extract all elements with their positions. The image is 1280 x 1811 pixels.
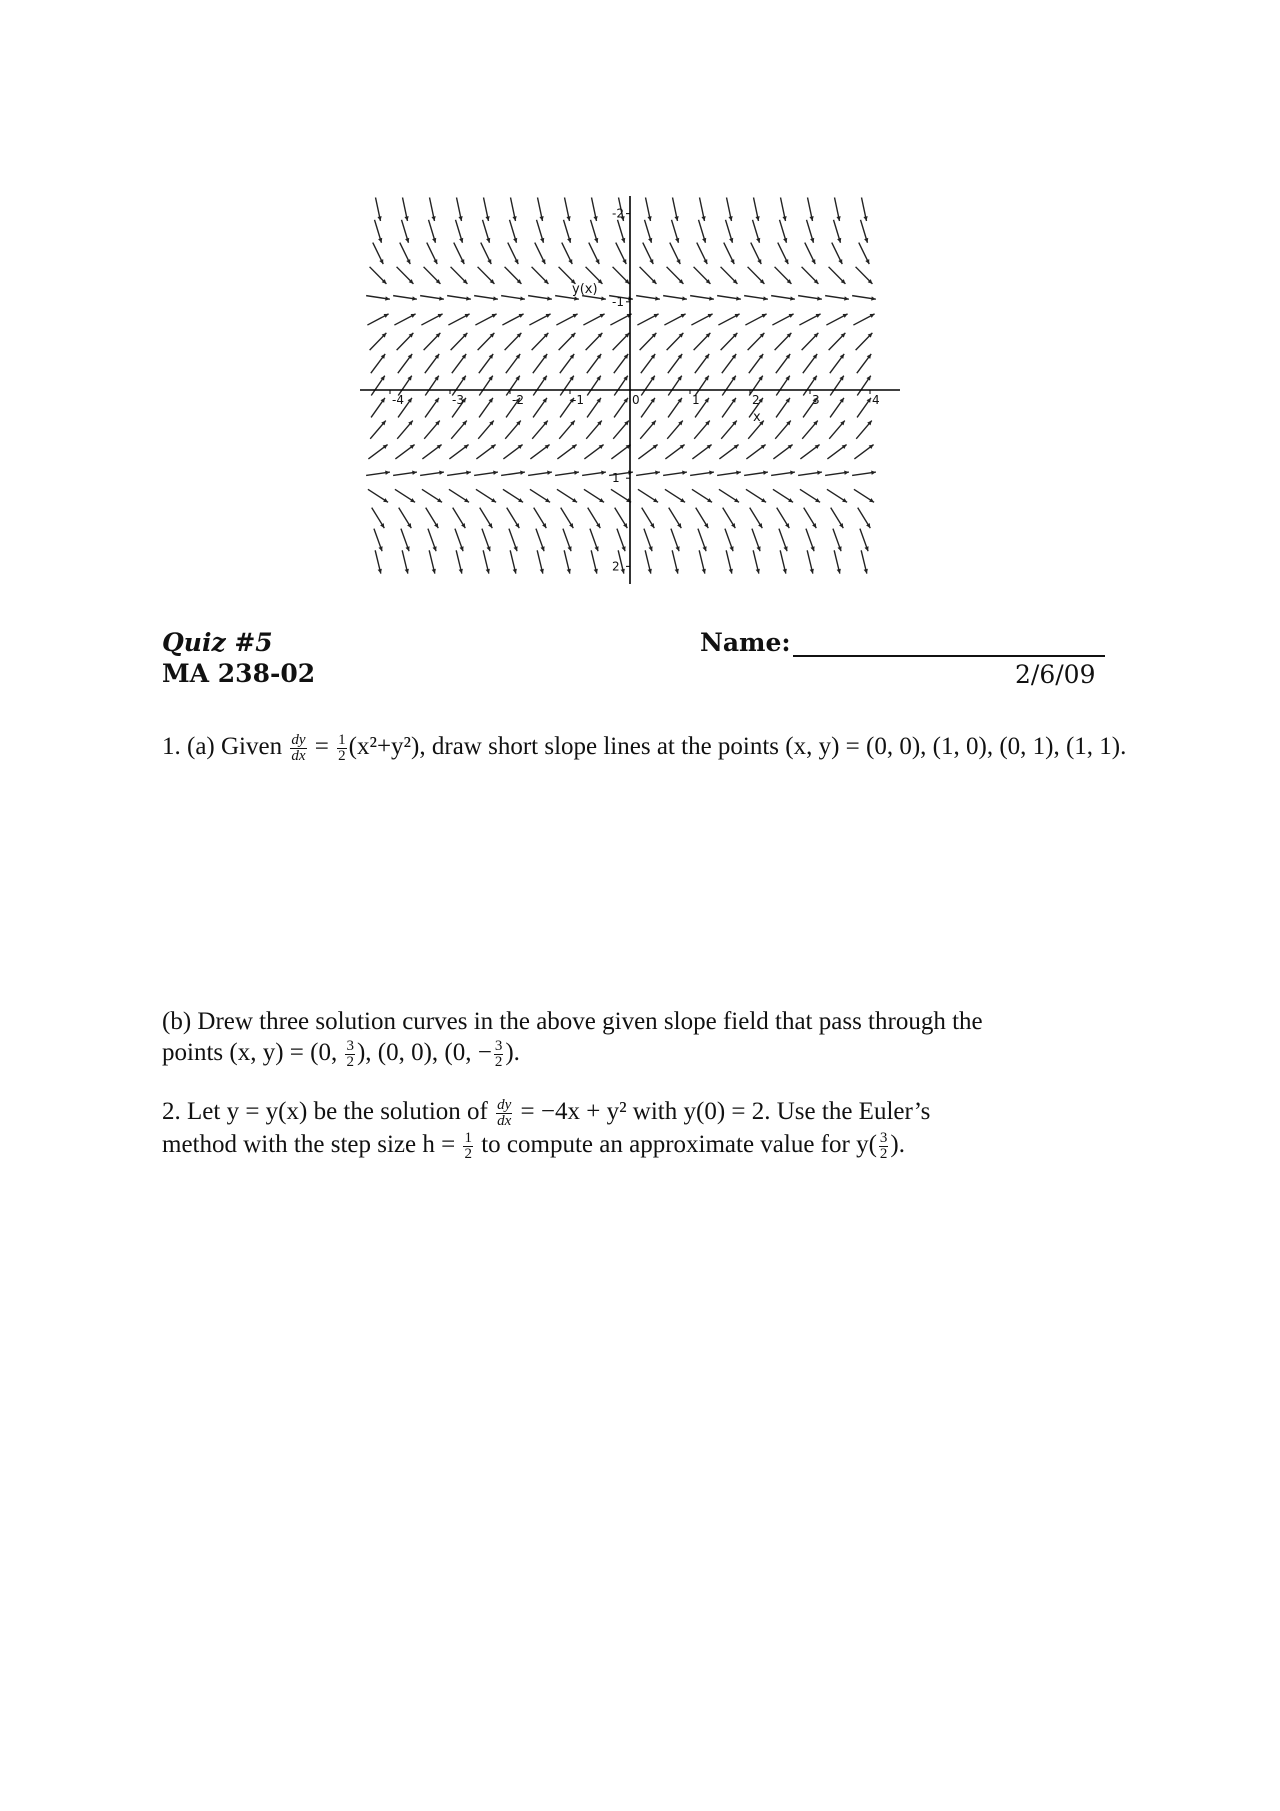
question-2 <box>162 1096 930 1162</box>
x-tick-label: 0 <box>632 393 640 407</box>
slope-arrowhead <box>648 546 652 551</box>
q1a-prefix: 1. (a) Given <box>162 733 283 760</box>
q1b-frac-2-den: 2 <box>494 1053 503 1070</box>
q2-eval-den: 2 <box>879 1145 888 1162</box>
course-code: MA 238-02 <box>162 659 316 688</box>
slope-arrowhead <box>540 546 544 551</box>
q1a-rhs: (x²+y²), draw short slope lines at the points (x, y) = (0, 0), (1, 0), (0, 1), (1, 1). <box>348 733 1127 760</box>
q1b-frac-2 <box>494 1039 504 1070</box>
y-tick-label: 1 <box>612 471 620 486</box>
q1b-frac-1-num: 3 <box>346 1037 354 1054</box>
x-tick-label: 1 <box>692 393 700 407</box>
x-tick-label: 3 <box>812 393 820 407</box>
q1a-equals: = <box>314 733 329 760</box>
q2-line1 <box>162 1096 930 1129</box>
q1b-line2-mid: ), (0, 0), (0, − <box>356 1039 492 1066</box>
quiz-title: Quiz #5 <box>162 628 273 657</box>
q1a-half-den: 2 <box>338 747 346 764</box>
slope-arrowhead <box>864 546 868 551</box>
q1a-dx: dx <box>291 747 306 764</box>
slope-arrowhead <box>702 546 706 551</box>
q2-line2-prefix: method with the step size h = <box>162 1130 456 1158</box>
q1b-line2 <box>162 1037 983 1070</box>
q1a-half <box>337 733 347 764</box>
quiz-date: 2/6/09 <box>1015 660 1096 689</box>
q2-step-frac <box>463 1131 473 1162</box>
name-blank-line[interactable] <box>793 631 1105 657</box>
q2-step-num: 1 <box>464 1129 472 1146</box>
slope-arrowhead <box>486 546 490 551</box>
question-1b <box>162 1006 983 1070</box>
slope-arrowhead <box>378 546 382 551</box>
q1a-derivative <box>290 733 306 764</box>
x-tick-label: -1 <box>572 393 584 407</box>
q2-eval-frac <box>879 1131 889 1162</box>
q2-derivative <box>496 1098 512 1129</box>
q1b-frac-2-num: 3 <box>494 1037 503 1054</box>
q1b-frac-1 <box>345 1039 355 1070</box>
y-axis-label: y(x) <box>572 282 598 297</box>
y-tick-label: -2 <box>612 206 624 221</box>
q2-eval-num: 3 <box>879 1129 888 1146</box>
slope-field-plot <box>360 196 900 584</box>
slope-arrowhead <box>594 546 598 551</box>
q1b-line1: (b) Drew three solution curves in the above given slope field that pass through the <box>162 1008 983 1035</box>
x-tick-label: -3 <box>452 393 464 407</box>
q1b-line2-end: ). <box>505 1039 520 1066</box>
q2-line1-prefix: 2. Let y = y(x) be the solution of <box>162 1098 488 1125</box>
slope-arrowhead <box>432 546 436 551</box>
q1a-half-num: 1 <box>338 731 346 748</box>
question-1a <box>162 731 1126 764</box>
slope-arrowhead <box>621 546 625 551</box>
q2-line2-mid: to compute an approximate value for y( <box>481 1130 877 1158</box>
slope-arrowhead <box>405 546 409 551</box>
y-tick-label: -1 <box>612 294 624 309</box>
slope-arrowhead <box>810 546 814 551</box>
slope-arrowhead <box>783 546 787 551</box>
x-tick-label: 4 <box>872 393 880 407</box>
slope-arrowhead <box>756 546 760 551</box>
slope-arrowhead <box>459 546 463 551</box>
slope-arrowhead <box>675 546 679 551</box>
slope-arrowhead <box>729 546 733 551</box>
q2-line1-rest: = −4x + y² with y(0) = 2. Use the Euler’s <box>520 1098 931 1125</box>
slope-arrowhead <box>567 546 571 551</box>
x-tick-label: -4 <box>392 393 404 407</box>
q2-line2-end: ). <box>890 1130 905 1158</box>
q1b-line2-prefix: points (x, y) = (0, <box>162 1039 338 1066</box>
slope-arrowhead <box>837 546 841 551</box>
y-tick-label: 2 <box>612 559 620 574</box>
name-label: Name: <box>700 628 791 657</box>
x-tick-label: -2 <box>512 393 524 407</box>
q1a-dy: dy <box>291 731 306 748</box>
q2-dy: dy <box>497 1096 512 1113</box>
name-field <box>700 628 1105 657</box>
q1b-frac-1-den: 2 <box>346 1053 354 1070</box>
q2-line2 <box>162 1129 930 1162</box>
x-axis-label: x <box>753 409 761 425</box>
x-tick-label: 2 <box>752 393 760 407</box>
q2-dx: dx <box>497 1112 512 1129</box>
q2-step-den: 2 <box>464 1145 472 1162</box>
slope-arrowhead <box>513 546 517 551</box>
